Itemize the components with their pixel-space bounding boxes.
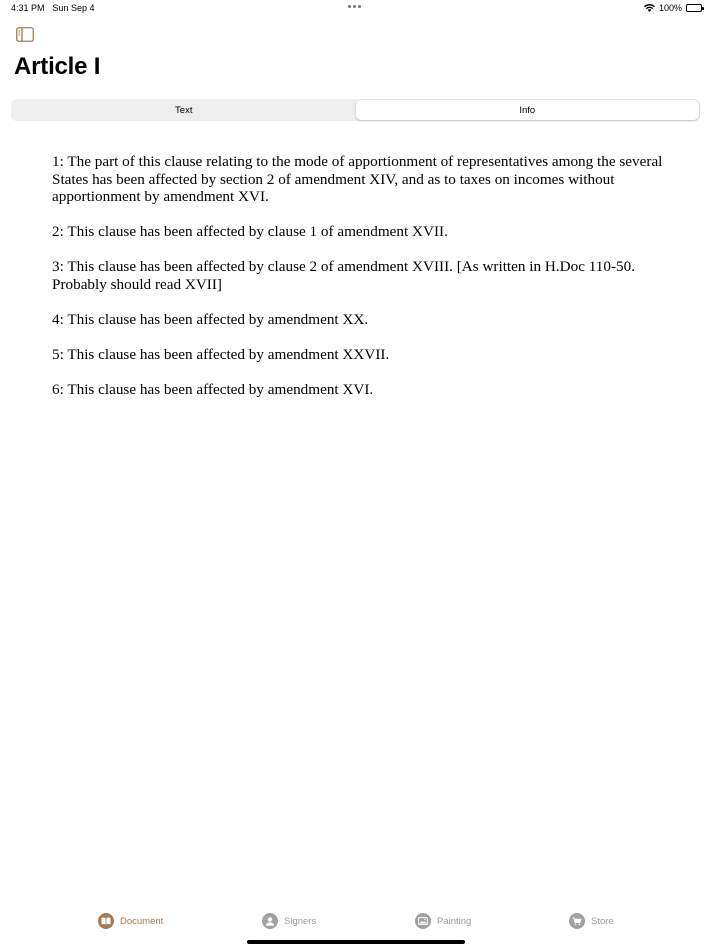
- tab-store[interactable]: [569, 913, 614, 929]
- multitasking-dots-icon[interactable]: [348, 5, 361, 8]
- tab-signers[interactable]: [262, 913, 316, 929]
- battery-icon: [686, 4, 702, 12]
- tab-label: Document: [120, 915, 164, 927]
- status-bar: [0, 0, 712, 18]
- book-icon: [98, 913, 114, 929]
- photo-icon: [415, 913, 431, 929]
- tab-document[interactable]: [98, 913, 163, 929]
- note-item: 2: This clause has been affected by clause 1 of amendment XVII.: [52, 223, 448, 240]
- status-right: [644, 3, 702, 13]
- tab-label: Store: [591, 915, 614, 927]
- status-date: Sun Sep 4: [52, 3, 95, 13]
- note-item: 4: This clause has been affected by amendment XX.: [52, 310, 369, 328]
- tab-label: Painting: [437, 915, 472, 927]
- note-item: 6: This clause has been affected by amendment XVI.: [52, 380, 374, 398]
- info-content: [52, 153, 672, 416]
- segment-text[interactable]: Text: [175, 104, 193, 116]
- status-left: [11, 3, 95, 13]
- tab-label: Signers: [284, 915, 317, 927]
- cart-icon: [569, 913, 585, 929]
- battery-percent: 100%: [658, 3, 682, 13]
- tab-painting[interactable]: [415, 913, 471, 929]
- sidebar-toggle-icon[interactable]: [16, 27, 34, 42]
- person-icon: [262, 913, 278, 929]
- segment-info[interactable]: Info: [356, 100, 700, 120]
- page-title: Article I: [14, 53, 101, 80]
- status-time: 4:31 PM: [11, 3, 45, 13]
- note-item: 1: The part of this clause relating to the mode of apportionment of representatives among the several States has been affected by section 2 of amendment XIV, and as to taxes on incomes without apportionment by amendment XVI.: [52, 153, 663, 205]
- home-indicator[interactable]: [247, 940, 465, 944]
- segmented-control: [11, 99, 700, 121]
- note-item: 5: This clause has been affected by amendment XXVII.: [52, 345, 390, 363]
- wifi-icon: [644, 4, 655, 12]
- note-item: 3: This clause has been affected by clause 2 of amendment XVIII. [As written in H.Doc 110-50. Probably should read XVII]: [52, 258, 635, 293]
